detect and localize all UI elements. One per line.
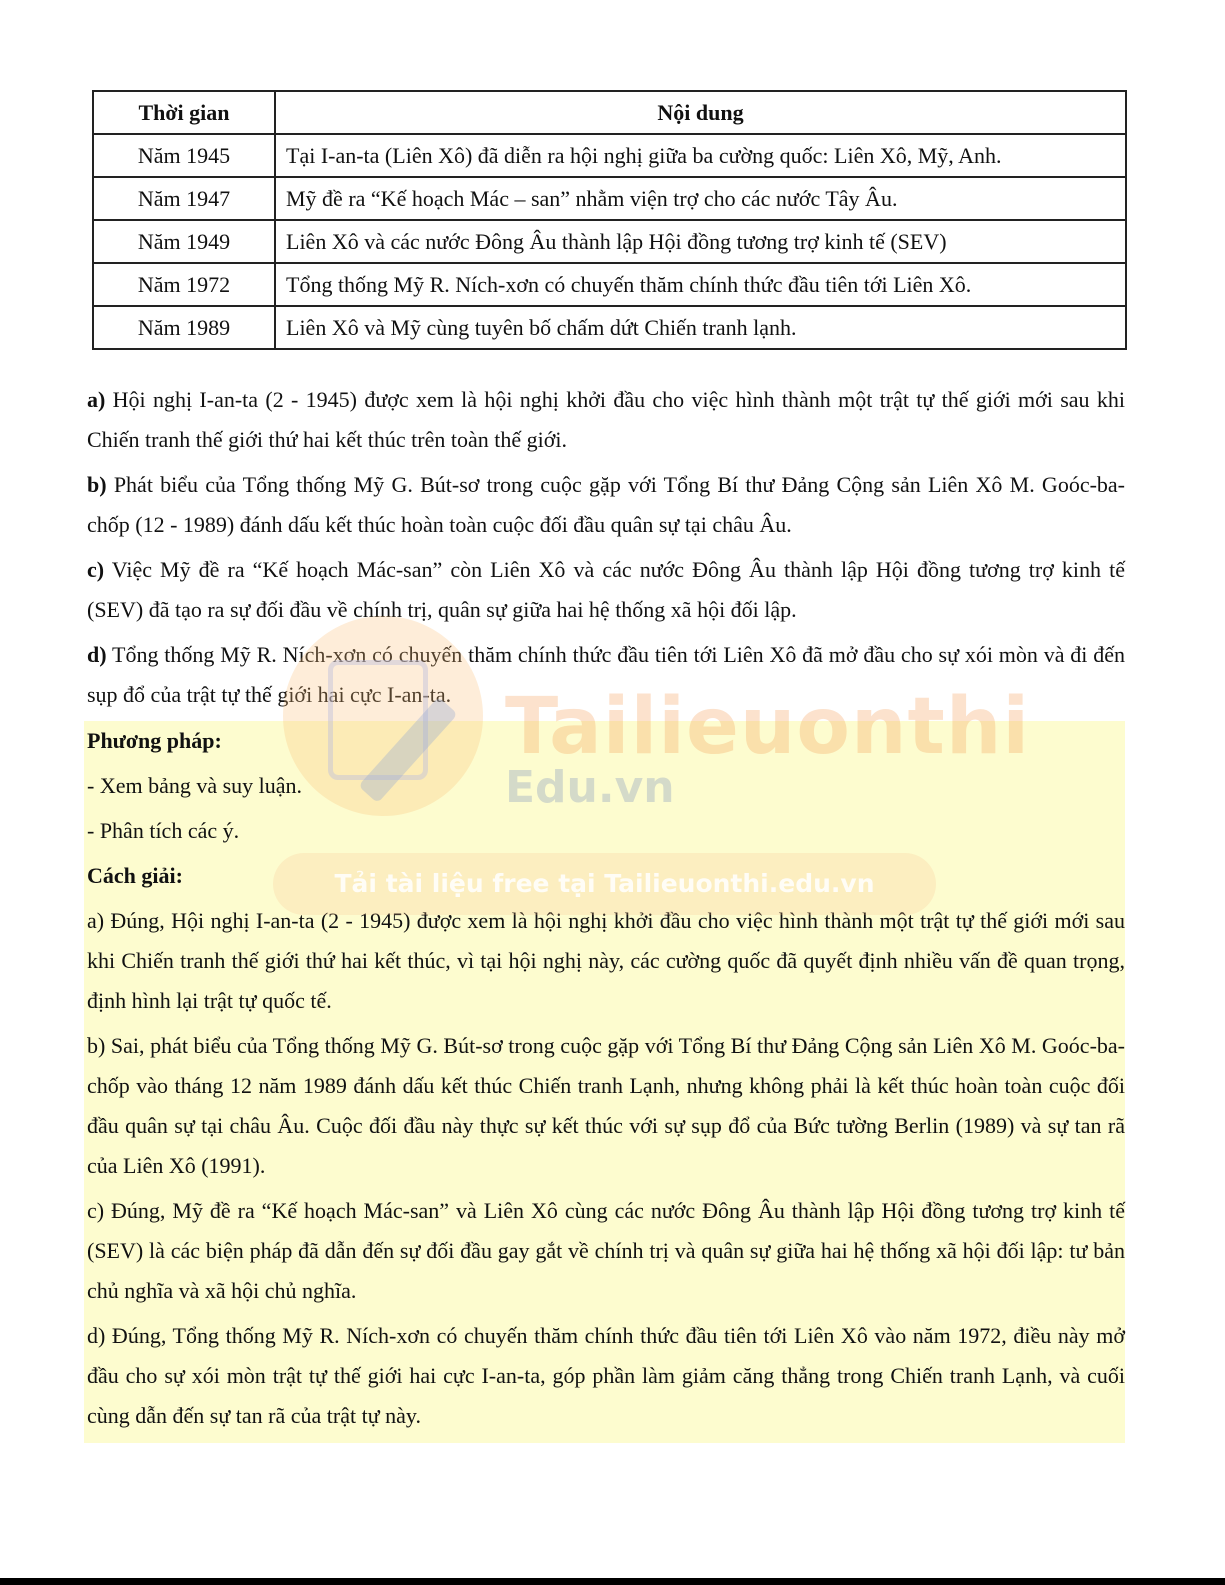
method-item: - Xem bảng và suy luận. [87, 773, 303, 798]
watermark-banner: Tải tài liệu free tại Tailieuonthi.edu.vn [273, 853, 936, 915]
statement-text: Việc Mỹ đề ra “Kế hoạch Mác-san” còn Liên Xô và các nước Đông Âu thành lập Hội đồng tương trợ kinh tế (SEV) đã tạo ra sự đối đầu về chính trị, quân sự giữa hai hệ thống xã hội đối lập. [87, 557, 1125, 622]
solution-section [84, 721, 1125, 1443]
header-time: Thời gian [93, 91, 275, 134]
solution-item-c: c) Đúng, Mỹ đề ra “Kế hoạch Mác-san” và Liên Xô cùng các nước Đông Âu thành lập Hội đồng tương trợ kinh tế (SEV) là các biện pháp đã dẫn đến sự đối đầu gay gắt về chính trị và quân sự giữa hai hệ thống xã hội đối lập: tư bản chủ nghĩa và xã hội chủ nghĩa. [87, 1198, 1125, 1303]
table-header-row [93, 91, 1126, 134]
table-row [93, 306, 1126, 349]
row-year: Năm 1972 [93, 263, 275, 306]
solution-heading: Cách giải: [87, 863, 183, 888]
row-content: Tại I-an-ta (Liên Xô) đã diễn ra hội nghị giữa ba cường quốc: Liên Xô, Mỹ, Anh. [275, 134, 1126, 177]
statement-a [87, 380, 1125, 460]
statement-d [87, 635, 1125, 715]
row-year: Năm 1949 [93, 220, 275, 263]
watermark-brand: Tailieuonthi [505, 682, 1031, 772]
row-content: Tổng thống Mỹ R. Ních-xơn có chuyến thăm chính thức đầu tiên tới Liên Xô. [275, 263, 1126, 306]
statement-text: Tổng thống Mỹ R. Ních-xơn có chuyến thăm chính thức đầu tiên tới Liên Xô đã mở đầu cho sự xói mòn và đi đến sụp đổ của trật tự thế giới hai cực I-an-ta. [87, 642, 1125, 707]
row-content: Mỹ đề ra “Kế hoạch Mác – san” nhằm viện trợ cho các nước Tây Âu. [275, 177, 1126, 220]
row-content: Liên Xô và Mỹ cùng tuyên bố chấm dứt Chiến tranh lạnh. [275, 306, 1126, 349]
header-content: Nội dung [275, 91, 1126, 134]
row-year: Năm 1945 [93, 134, 275, 177]
table-row [93, 220, 1126, 263]
method-item: - Phân tích các ý. [87, 818, 240, 843]
statements [87, 380, 1125, 720]
statement-b [87, 465, 1125, 545]
row-year: Năm 1989 [93, 306, 275, 349]
row-content: Liên Xô và các nước Đông Âu thành lập Hội đồng tương trợ kinh tế (SEV) [275, 220, 1126, 263]
table-row [93, 177, 1126, 220]
statement-label: b) [87, 472, 107, 497]
table-row [93, 134, 1126, 177]
statement-label: c) [87, 557, 105, 582]
statement-label: d) [87, 642, 107, 667]
timeline-table [92, 90, 1127, 350]
statement-label: a) [87, 387, 106, 412]
statement-c [87, 550, 1125, 630]
table-row [93, 263, 1126, 306]
solution-item-a: a) Đúng, Hội nghị I-an-ta (2 - 1945) được xem là hội nghị khởi đầu cho việc hình thành một trật tự thế giới mới sau khi Chiến tranh thế giới thứ hai kết thúc, vì tại hội nghị này, các cường quốc đã quyết định nhiều vấn đề quan trọng, định hình lại trật tự quốc tế. [87, 908, 1125, 1013]
page-bottom-rule [0, 1578, 1225, 1585]
row-year: Năm 1947 [93, 177, 275, 220]
statement-text: Hội nghị I-an-ta (2 - 1945) được xem là hội nghị khởi đầu cho việc hình thành một trật tự thế giới mới sau khi Chiến tranh thế giới thứ hai kết thúc trên toàn thế giới. [87, 387, 1125, 452]
method-heading: Phương pháp: [87, 728, 222, 753]
watermark-domain: Edu.vn [505, 762, 675, 813]
solution-item-b: b) Sai, phát biểu của Tổng thống Mỹ G. Bút-sơ trong cuộc gặp với Tổng Bí thư Đảng Cộng sản Liên Xô M. Goóc-ba-chốp vào tháng 12 năm 1989 đánh dấu kết thúc Chiến tranh Lạnh, nhưng không phải là kết thúc hoàn toàn cuộc đối đầu quân sự tại châu Âu. Cuộc đối đầu này thực sự kết thúc với sự sụp đổ của Bức tường Berlin (1989) và sự tan rã của Liên Xô (1991). [87, 1033, 1125, 1178]
solution-item-d: d) Đúng, Tổng thống Mỹ R. Ních-xơn có chuyến thăm chính thức đầu tiên tới Liên Xô vào năm 1972, điều này mở đầu cho sự xói mòn trật tự thế giới hai cực I-an-ta, góp phần làm giảm căng thẳng trong Chiến tranh Lạnh, và cuối cùng dẫn đến sự tan rã của trật tự này. [87, 1323, 1125, 1428]
statement-text: Phát biểu của Tổng thống Mỹ G. Bút-sơ trong cuộc gặp với Tổng Bí thư Đảng Cộng sản Liên Xô M. Goóc-ba-chốp (12 - 1989) đánh dấu kết thúc hoàn toàn cuộc đối đầu quân sự tại châu Âu. [87, 472, 1126, 537]
